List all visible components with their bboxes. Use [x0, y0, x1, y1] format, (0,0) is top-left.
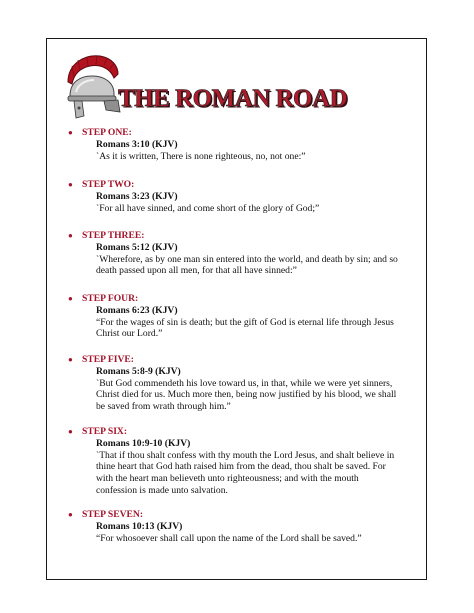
- step-3: [68, 230, 398, 277]
- step-label: STEP SEVEN:: [82, 509, 144, 520]
- bullet-icon: ●: [68, 355, 73, 364]
- step-label: STEP FOUR:: [82, 293, 139, 304]
- verse-text: `Wherefore, as by one man sin entered into the world, and death by sin; and so death passed upon all men, for that all have sinned:”: [96, 253, 398, 277]
- bullet-icon: ●: [68, 510, 73, 519]
- verse-text: `But God commendeth his love toward us, in that, while we were yet sinners, Christ died for us. Much more then, being now justified by his blood, we shall be saved from wrath through him.”: [96, 377, 397, 413]
- step-label: STEP ONE:: [82, 127, 132, 138]
- scripture-reference: Romans 10:9-10 (KJV): [96, 437, 191, 449]
- scripture-reference: Romans 5:12 (KJV): [96, 241, 178, 253]
- bullet-icon: ●: [68, 294, 73, 303]
- step-5: [68, 354, 398, 413]
- bullet-icon: ●: [68, 128, 73, 137]
- step-label: STEP FIVE:: [82, 354, 134, 365]
- page-title: THE ROMAN ROAD: [118, 85, 348, 112]
- bullet-icon: ●: [68, 427, 73, 436]
- step-4: [68, 293, 398, 340]
- roman-helmet-icon: [60, 52, 122, 124]
- scripture-reference: Romans 10:13 (KJV): [96, 520, 183, 532]
- step-6: [68, 426, 398, 497]
- step-label: STEP SIX:: [82, 426, 128, 437]
- bullet-icon: ●: [68, 180, 73, 189]
- step-label: STEP TWO:: [82, 179, 135, 190]
- scripture-reference: Romans 3:10 (KJV): [96, 138, 178, 150]
- step-2: [68, 179, 398, 214]
- step-label: STEP THREE:: [82, 230, 145, 241]
- bullet-icon: ●: [68, 231, 73, 240]
- step-7: [68, 509, 398, 544]
- verse-text: `As it is written, There is none righteous, no, not one:”: [96, 150, 306, 162]
- verse-text: `For all have sinned, and come short of the glory of God;”: [96, 202, 320, 214]
- verse-text: “For the wages of sin is death; but the gift of God is eternal life through Jesus Christ our Lord.”: [96, 316, 394, 340]
- scripture-reference: Romans 6:23 (KJV): [96, 304, 178, 316]
- verse-text: “For whosoever shall call upon the name of the Lord shall be saved.”: [96, 532, 362, 544]
- step-1: [68, 127, 398, 162]
- verse-text: `That if thou shalt confess with thy mouth the Lord Jesus, and shalt believe in thine heart that God hath raised him from the dead, thou shalt be saved. For with the heart man believeth unto righteousness; and with the mouth confession is made unto salvation.: [96, 449, 395, 496]
- scripture-reference: Romans 3:23 (KJV): [96, 190, 178, 202]
- scripture-reference: Romans 5:8-9 (KJV): [96, 365, 181, 377]
